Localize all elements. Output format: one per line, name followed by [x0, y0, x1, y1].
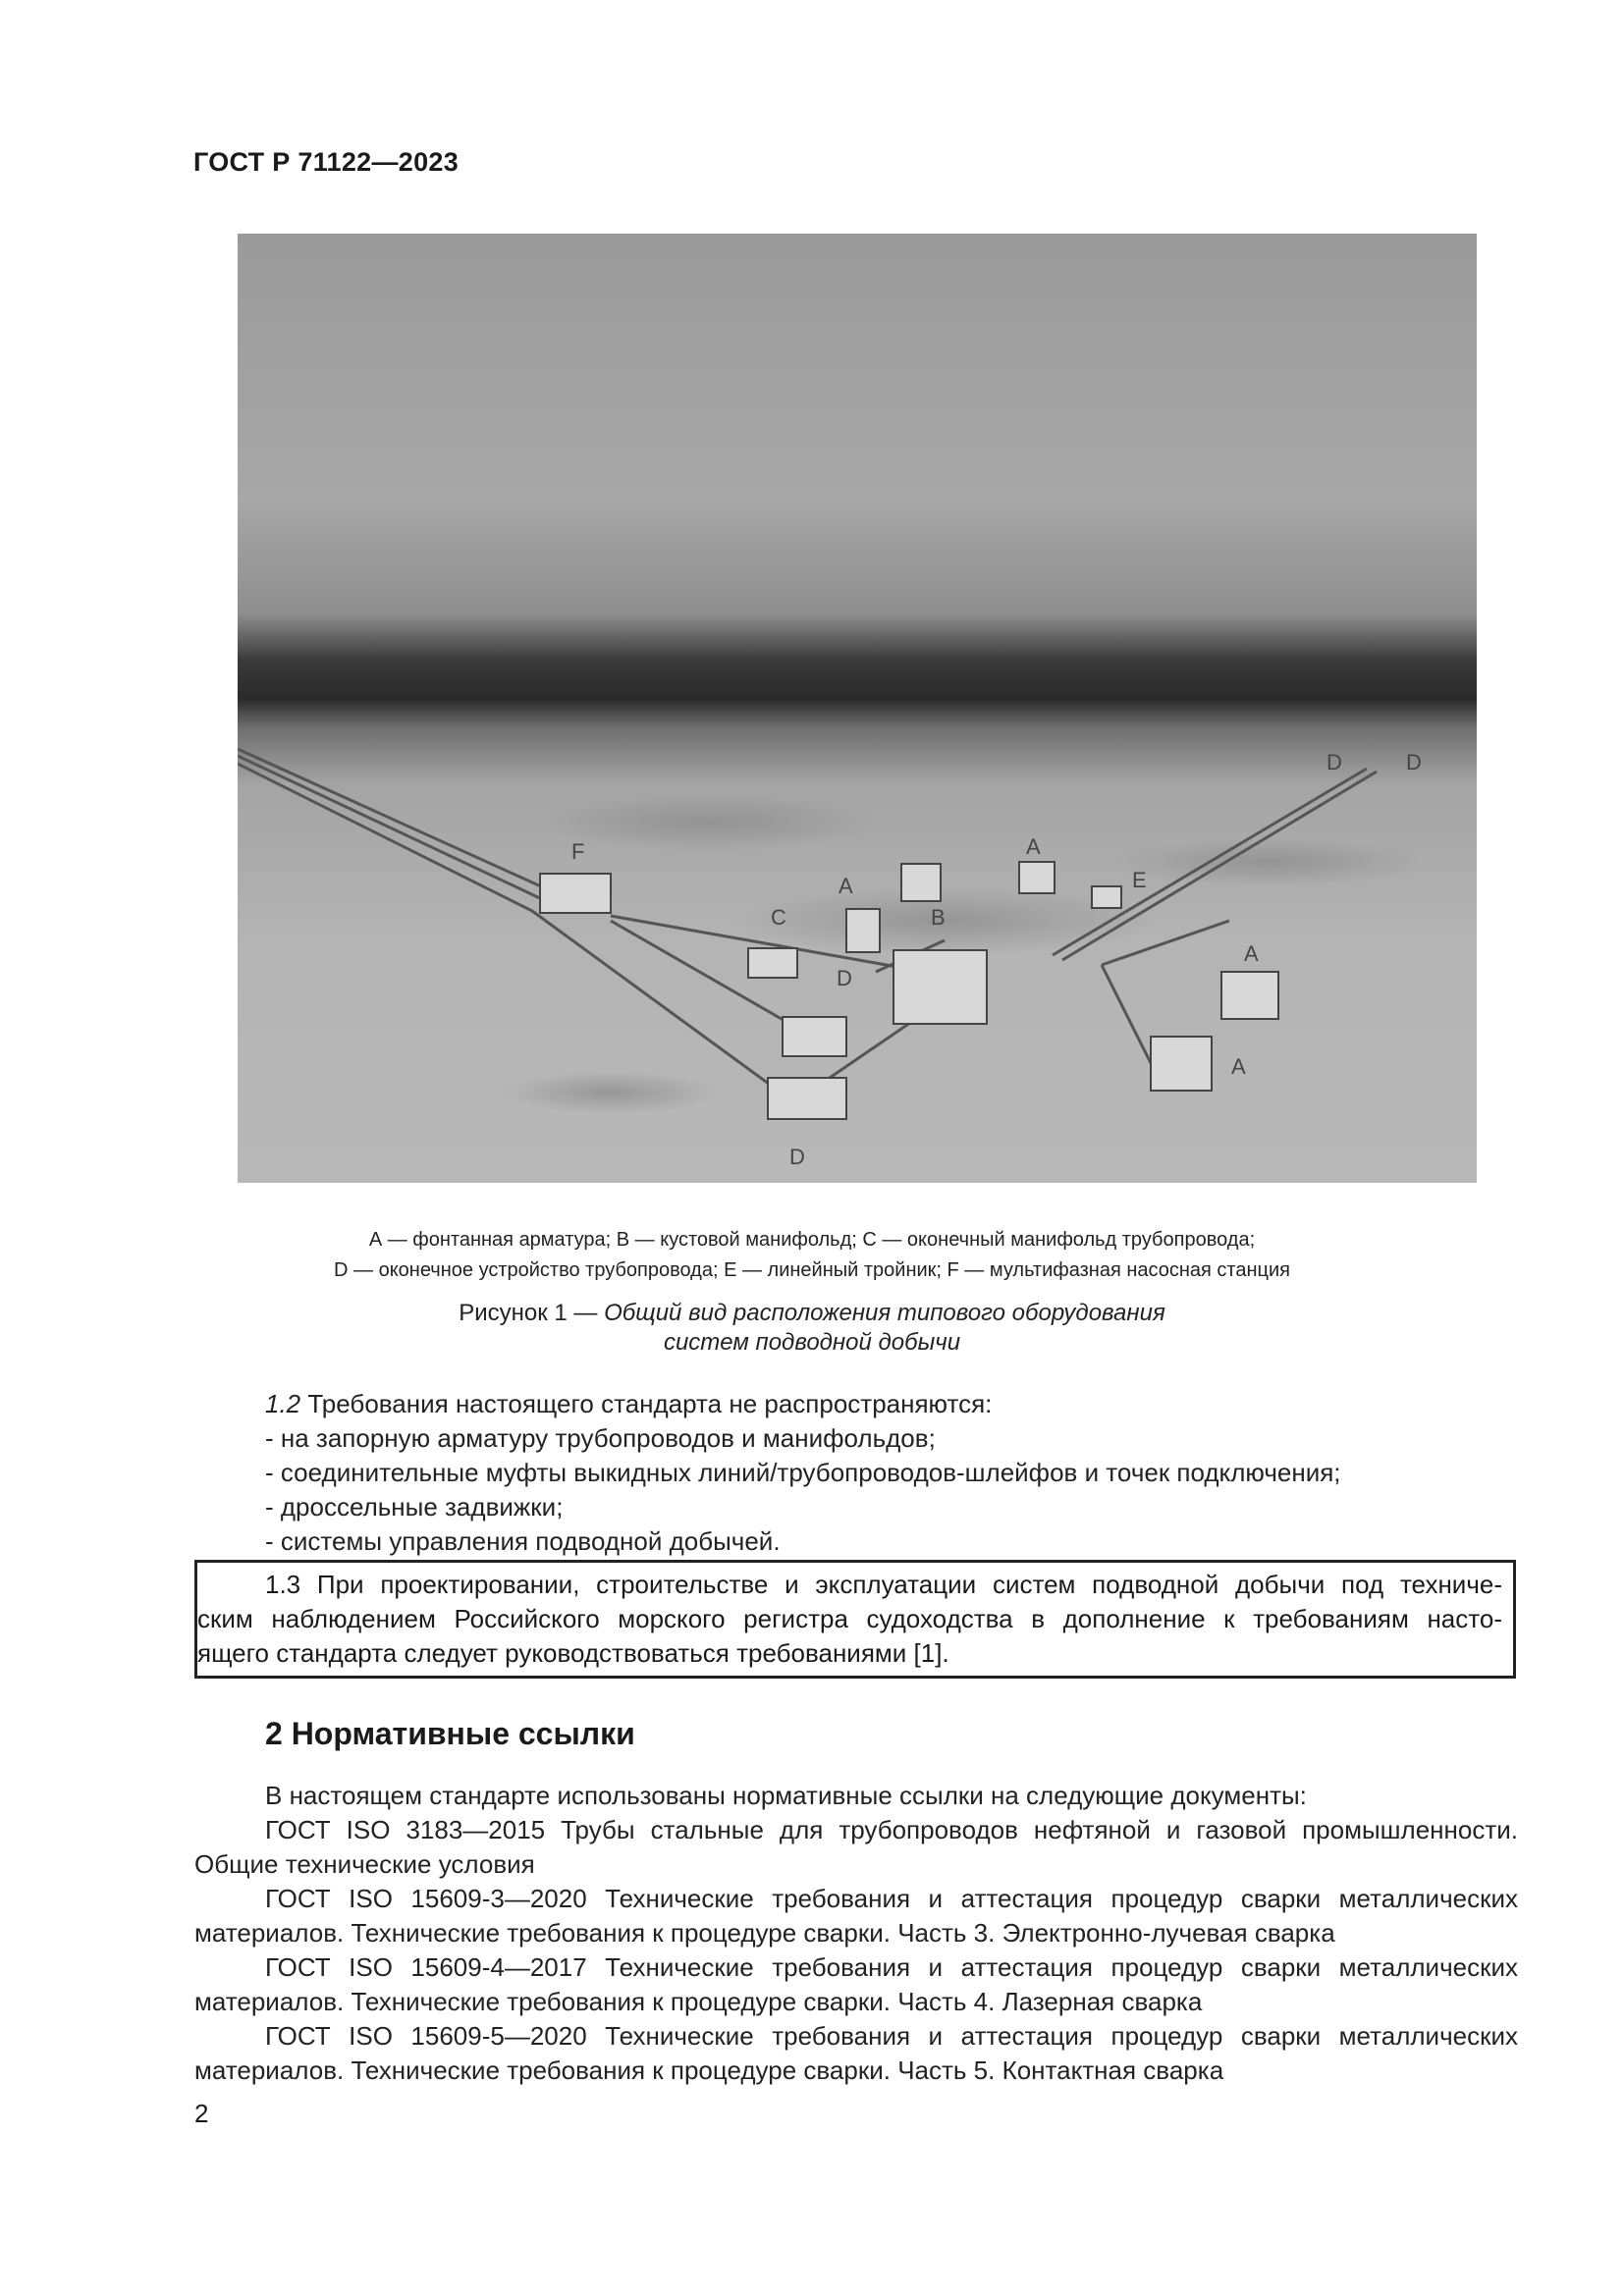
- label-a-right: A: [1244, 941, 1259, 966]
- clause-1-3-line-1: 1.3 При проектировании, строительстве и эксплуатации систем подводной добычи под техниче-: [265, 1570, 1502, 1599]
- reference-line: материалов. Технические требования к процедуре сварки. Часть 4. Лазерная сварка: [194, 1987, 1203, 2016]
- reference-line: материалов. Технические требования к процедуре сварки. Часть 3. Электронно-лучевая сварка: [194, 1918, 1335, 1948]
- page-number: 2: [194, 2099, 209, 2128]
- seabed-background: [238, 234, 1477, 1183]
- clause-1-2-item: - дроссельные задвижки;: [265, 1492, 564, 1522]
- clause-1-3-line-2: ским наблюдением Российского морского регистра судоходства в дополнение к требованиям насто-: [197, 1604, 1502, 1633]
- section-2-heading: 2 Нормативные ссылки: [265, 1716, 635, 1751]
- label-e: E: [1132, 868, 1147, 892]
- caption-title: Общий вид расположения типового оборудования: [604, 1300, 1165, 1326]
- label-a-bottom-right: A: [1231, 1054, 1246, 1079]
- clause-1-2-intro-text: Требования настоящего стандарта не распространяются:: [300, 1389, 993, 1418]
- label-a-center: A: [839, 874, 853, 898]
- caption-prefix: Рисунок 1 —: [459, 1300, 605, 1326]
- clause-1-2-item: - соединительные муфты выкидных линий/трубопроводов-шлейфов и точек подключения;: [265, 1458, 1341, 1487]
- clause-1-2-intro: [265, 1387, 992, 1421]
- reference-line: материалов. Технические требования к процедуре сварки. Часть 5. Контактная сварка: [194, 2056, 1224, 2085]
- clause-1-2-item: - системы управления подводной добычей.: [265, 1526, 781, 1556]
- figure-caption-line-1: [0, 1300, 1624, 1327]
- label-d-bottom: D: [789, 1145, 805, 1169]
- label-c: C: [771, 905, 786, 930]
- subsea-layout-illustration: [238, 234, 1477, 1183]
- reference-line: ГОСТ ISO 3183—2015 Трубы стальные для трубопроводов нефтяной и газовой промышленности.: [265, 1815, 1518, 1844]
- caption-title-cont: систем подводной добычи: [663, 1329, 961, 1356]
- clause-1-3-boxed-note: [194, 1560, 1516, 1679]
- reference-line: ГОСТ ISO 15609-3—2020 Технические требования и аттестация процедур сварки металлических: [265, 1884, 1518, 1913]
- label-a-top: A: [1026, 834, 1041, 859]
- figure-image: [238, 234, 1477, 1183]
- reference-line: ГОСТ ISO 15609-5—2020 Технические требования и аттестация процедур сварки металлических: [265, 2021, 1518, 2051]
- figure-caption-line-2: [0, 1329, 1624, 1357]
- label-b: B: [931, 905, 946, 930]
- reference-line: Общие технические условия: [194, 1849, 535, 1879]
- figure-legend-line-1: А — фонтанная арматура; В — кустовой манифольд; С — оконечный манифольд трубопровода;: [368, 1229, 1256, 1251]
- document-header: ГОСТ Р 71122—2023: [193, 147, 460, 177]
- clause-1-2-item: - на запорную арматуру трубопроводов и манифольдов;: [265, 1423, 936, 1453]
- label-d-center: D: [837, 966, 852, 990]
- label-d-far-left: D: [1326, 750, 1342, 774]
- figure-legend-line-2: D — оконечное устройство трубопровода; Е — линейный тройник; F — мультифазная насосная станция: [334, 1259, 1290, 1281]
- clause-1-2-number: 1.2: [265, 1389, 301, 1418]
- section-2-intro: В настоящем стандарте использованы нормативные ссылки на следующие документы:: [265, 1781, 1307, 1810]
- label-f: F: [571, 839, 585, 864]
- clause-1-3-line-3: ящего стандарта следует руководствоваться требованиями [1].: [197, 1638, 949, 1668]
- label-d-far-right: D: [1406, 750, 1422, 774]
- reference-line: ГОСТ ISO 15609-4—2017 Технические требования и аттестация процедур сварки металлических: [265, 1952, 1518, 1982]
